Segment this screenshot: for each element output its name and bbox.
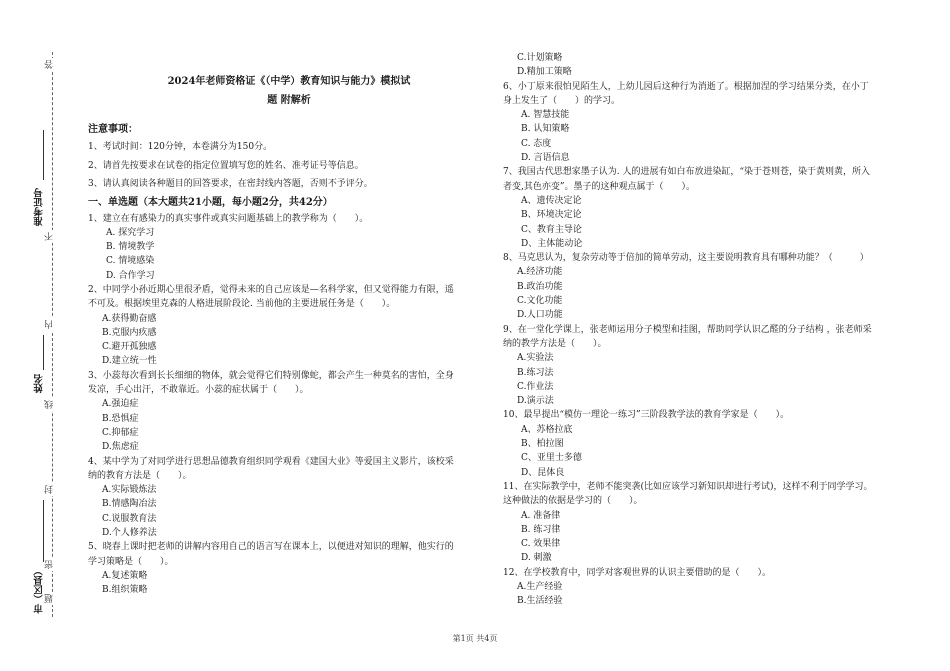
field-label-exam-number: 准考证号 [34,188,45,226]
question-text: 者变,其色亦变”。墨子的这种观点属于（ ）。 [503,181,695,192]
answer-option: A. 准备律 [521,510,561,521]
question [503,80,908,166]
answer-option: B.组织策略 [102,585,148,596]
question [503,323,908,409]
answer-option: D.个人修养法 [102,528,157,539]
answer-option: C. 效果律 [521,539,561,550]
right-column [503,51,908,609]
field-underline [43,500,44,562]
answer-option: B.恐惧症 [102,413,139,424]
question-text: 1、建立在有感染力的真实事件或真实问题基础上的教学称为（ ）。 [88,213,369,224]
answer-option: B.政治功能 [517,281,563,292]
question [503,165,908,251]
question-text: 不可及。根据埃里克森的人格进展阶段论. 当前他的主要进展任务是（ ）。 [88,299,396,310]
seal-dashed-line [52,52,53,617]
seal-char: 不 [45,232,55,241]
answer-option: C. 态度 [521,138,552,149]
section-heading: 一、单选题（本大题共21小题，每小题2分，共42分） [88,196,333,208]
question-text: 身上发生了（ ）的学习。 [503,95,621,106]
answer-option: C.抑郁症 [102,427,139,438]
page-footer: 第1页 共4页 [452,634,498,643]
question-text: 纳的教育方法是（ ）。 [88,470,192,481]
answer-option: B.情感陶冶法 [102,499,157,510]
question [88,212,490,283]
notice-heading: 注意事项： [88,124,138,135]
answer-option: A、遗传决定论 [521,195,582,206]
question [503,566,908,609]
answer-option: C、亚里士多德 [521,453,582,464]
answer-option: C.计划策略 [517,53,563,63]
notice-item: 2、请首先按要求在试卷的指定位置填写您的姓名、准考证号等信息。 [88,160,364,171]
answer-option: B. 练习律 [521,524,561,535]
question-text: 8、马克思认为，复杂劳动等于倍加的简单劳动，这主要说明教育具有哪种功能？（ ） [503,253,869,264]
answer-option: B.克服内疚感 [102,327,157,338]
seal-char: 线 [45,400,55,409]
answer-option: C.避开孤独感 [102,342,157,353]
answer-option: C.文化功能 [517,296,563,307]
answer-option: A、苏格拉底 [521,424,573,435]
answer-option: A.生产经验 [517,581,563,592]
answer-option: D.焦虑症 [102,442,139,453]
answer-option: A.获得勤奋感 [102,313,157,324]
answer-option: C、教育主导论 [521,224,582,235]
answer-option: A. 探究学习 [106,227,155,238]
question-text: 7、我国古代思想家墨子认为. 人的进展有如白布放进染缸，“染于苍则苍，染于黄则黄，所入 [503,167,871,178]
answer-option: D、主体能动论 [521,238,583,249]
answer-option: C.说服教育法 [102,513,157,524]
question-text: 发凉，手心出汗，不敢靠近。小蕊的症状属于（ ）。 [88,385,309,396]
answer-option: B. 认知策略 [521,124,570,135]
answer-option: B.练习法 [517,367,554,378]
question [503,51,908,80]
answer-option: B、柏拉图 [521,439,564,450]
answer-option: D. 刺激 [521,553,552,564]
question-text: 11、在实际教学中，老师不能突袭(比如应该学习新知识却进行考试)，这样不利于同学学习。 [503,481,873,492]
question [88,283,490,369]
left-question-list [88,212,490,598]
answer-option: A. 智慧技能 [521,110,570,121]
notice-item: 3、请认真阅读各种题目的回答要求，在密封线内答题，否则不予评分。 [88,179,373,189]
question-text: 2、中同学小孙近期心里很矛盾，觉得未来的自己应该是—名科学家，但又觉得能力有限，遥 [88,284,454,295]
question-text: 10、最早提出“模仿一理论一练习”三阶段教学法的教育学家是（ ）。 [503,410,790,421]
binding-margin [0,0,78,671]
seal-char: 密 [45,560,55,569]
answer-option: D. 言语信息 [521,153,570,164]
question-text: 5、晓春上课时把老师的讲解内容用自己的语言写在课本上，以便进对知识的理解，他实行的 [88,542,454,553]
answer-option: D.演示法 [517,396,554,407]
right-question-list [503,51,908,609]
question-text: 纳的教学方法是（ ）。 [503,338,607,349]
answer-option: A.实验法 [517,353,554,364]
question-text: 学习策略是（ ）。 [88,556,174,567]
answer-option: D、昆体良 [521,467,565,478]
answer-option: B. 情境教学 [106,242,155,253]
question-text: 12、在学校教育中，同学对客观世界的认识主要借助的是（ ）。 [503,567,771,578]
question-text: 9、在一堂化学课上，张老师运用分子模型和挂图，帮助同学认识乙醛的分子结构 ，张老师采 [503,324,872,335]
question [503,251,908,322]
seal-char: 封 [45,485,55,494]
question-text: 4、某中学为了对同学进行思想品德教育组织同学观看《建国大业》等爱国主义影片，该校采 [88,456,454,467]
answer-option: A.强迫症 [102,399,139,410]
answer-option: A.实际锻炼法 [102,485,157,496]
answer-option: D.建立统一性 [102,356,157,367]
answer-option: A.复述策略 [102,570,148,581]
field-underline [43,130,44,180]
answer-option: C.作业法 [517,381,554,392]
question [503,480,908,566]
answer-option: D.精加工策略 [517,67,572,78]
answer-option: B、环境决定论 [521,210,582,221]
answer-option: A.经济功能 [517,267,563,278]
seal-char: 答 [45,60,55,69]
answer-option: C. 情境感染 [106,256,155,267]
exam-title-line2: 题 附解析 [267,95,311,106]
field-underline [43,335,44,370]
question [88,455,490,541]
field-label-district: 市（区县） [34,566,45,614]
question [88,369,490,455]
field-label-name: 姓名 [34,374,45,393]
left-column [88,72,490,598]
question-text: 这种做法的依据是学习的（ ）。 [503,496,643,507]
question-text: 6、小丁原来很怕见陌生人，上幼儿园后这种行为消逝了。根据加涅的学习结果分类，在小丁 [503,81,869,92]
answer-option: D. 合作学习 [106,270,155,281]
answer-option: B.生活经验 [517,596,563,607]
answer-option: D.人口功能 [517,310,563,321]
seal-char: 内 [45,320,55,329]
question-text: 3、小蕊每次看到长长细细的物体，就会觉得它们特别像蛇，都会产生一种莫名的害怕，全身 [88,370,454,381]
exam-title-line1: 2024年老师资格证《（中学）教育知识与能力》模拟试 [167,76,411,87]
question [503,408,908,479]
notice-item: 1、考试时间：120分钟，本卷满分为150分。 [88,142,273,152]
seal-char: 题 [45,594,55,603]
question [88,540,490,597]
